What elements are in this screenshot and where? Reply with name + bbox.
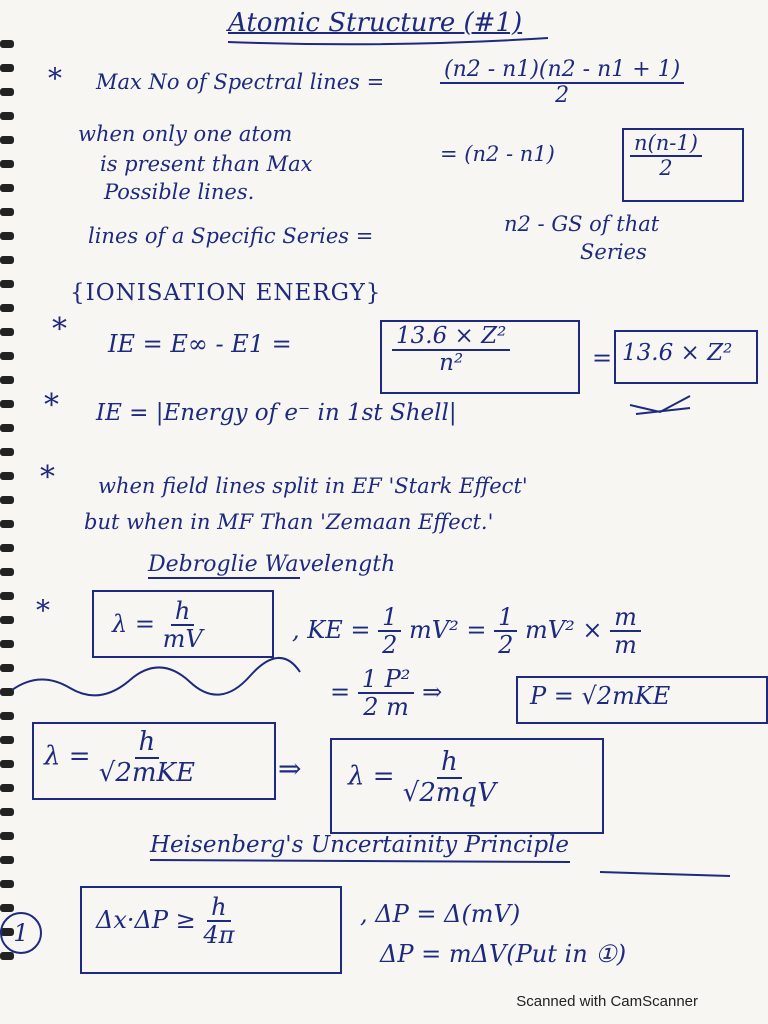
ke-num: m (610, 604, 641, 632)
ke-num: 1 (378, 604, 401, 632)
p-eq: = (330, 677, 351, 706)
lambda-label: λ = (44, 741, 91, 772)
lambda-numerator: h (135, 728, 160, 759)
one-atom-line3: Possible lines. (104, 180, 255, 204)
momentum-box-text: P = √2mKE (530, 682, 671, 710)
ke-mid: mV² × (525, 615, 603, 644)
spectral-numerator: (n2 - n1)(n2 - n1 + 1) (440, 58, 684, 84)
debroglie-heading: Debroglie Wavelength (148, 552, 396, 577)
one-atom-eq: = (n2 - n1) (440, 142, 555, 166)
ie-formula-label: IE = E∞ - E1 = (108, 330, 292, 358)
spectral-denominator: 2 (555, 83, 570, 109)
ke-den: 2 (382, 631, 398, 660)
box-denominator: 2 (659, 156, 673, 181)
bullet-star: * (44, 388, 59, 423)
ke-mid: mV² = (409, 615, 487, 644)
spectral-lines-formula (440, 58, 684, 108)
ie-eq: = (592, 344, 613, 372)
ie-energy-text: IE = |Energy of e⁻ in 1st Shell| (96, 400, 457, 426)
series-value2: Series (580, 240, 647, 264)
spectral-lines-label: Max No of Spectral lines = (96, 70, 385, 94)
lambda-formula (112, 598, 203, 653)
lambda-denominator: √2mqV (402, 777, 496, 808)
lambda-ke-formula (44, 728, 195, 787)
box-numerator: n(n-1) (630, 132, 702, 157)
page-title: Atomic Structure (#1) (228, 8, 523, 38)
equation-marker-1: 1 (0, 912, 42, 954)
lambda-qv-formula (348, 748, 496, 807)
momentum-uncertainty-eq1: , ΔP = Δ(mV) (360, 900, 521, 928)
possible-lines-fraction (630, 132, 702, 180)
ke-den: 2 (498, 631, 514, 660)
uncertainty-numerator: h (207, 894, 230, 922)
series-value: n2 - GS of that (504, 212, 660, 236)
lambda-denominator: √2mKE (98, 757, 195, 788)
ie-box-1-fraction (392, 324, 510, 377)
one-atom-line1: when only one atom (78, 122, 293, 146)
bullet-star: * (40, 460, 55, 495)
p-num: 1 P² (358, 666, 415, 694)
ke-num: 1 (494, 604, 517, 632)
ke-den: m (614, 631, 637, 660)
bullet-star: * (52, 312, 67, 347)
bullet-star: * (48, 62, 62, 95)
uncertainty-left: Δx·ΔP ≥ (96, 905, 196, 934)
momentum-formula (330, 666, 442, 721)
field-line2: but when in MF Than 'Zemaan Effect.' (84, 510, 494, 534)
one-atom-line2: is present than Max (100, 152, 313, 176)
lambda-denominator: mV (162, 625, 203, 654)
field-line1: when field lines split in EF 'Stark Effect' (98, 474, 528, 498)
heisenberg-heading: Heisenberg's Uncertainity Principle (150, 832, 570, 858)
series-label: lines of a Specific Series = (88, 224, 374, 248)
ie-box-2-text: 13.6 × Z² (622, 340, 733, 366)
lambda-label: λ = (112, 609, 155, 638)
kinetic-energy-formula (292, 604, 641, 659)
momentum-uncertainty-eq2: ΔP = mΔV(Put in ①) (380, 940, 627, 968)
ie-box-numerator: 13.6 × Z² (392, 324, 510, 351)
uncertainty-formula (96, 894, 234, 949)
uncertainty-denominator: 4π (203, 921, 235, 950)
scanner-watermark: Scanned with CamScanner (516, 993, 698, 1010)
ie-box-denominator: n² (439, 350, 464, 377)
ionisation-heading: {IONISATION ENERGY} (70, 280, 382, 306)
lambda-numerator: h (437, 748, 462, 779)
p-den: 2 m (363, 693, 409, 722)
arrow: ⇒ (422, 677, 443, 706)
bullet-star: * (36, 594, 50, 627)
arrow: ⇒ (278, 752, 302, 785)
lambda-label: λ = (348, 761, 395, 792)
lambda-numerator: h (171, 598, 194, 626)
ke-label: , KE = (292, 615, 371, 644)
